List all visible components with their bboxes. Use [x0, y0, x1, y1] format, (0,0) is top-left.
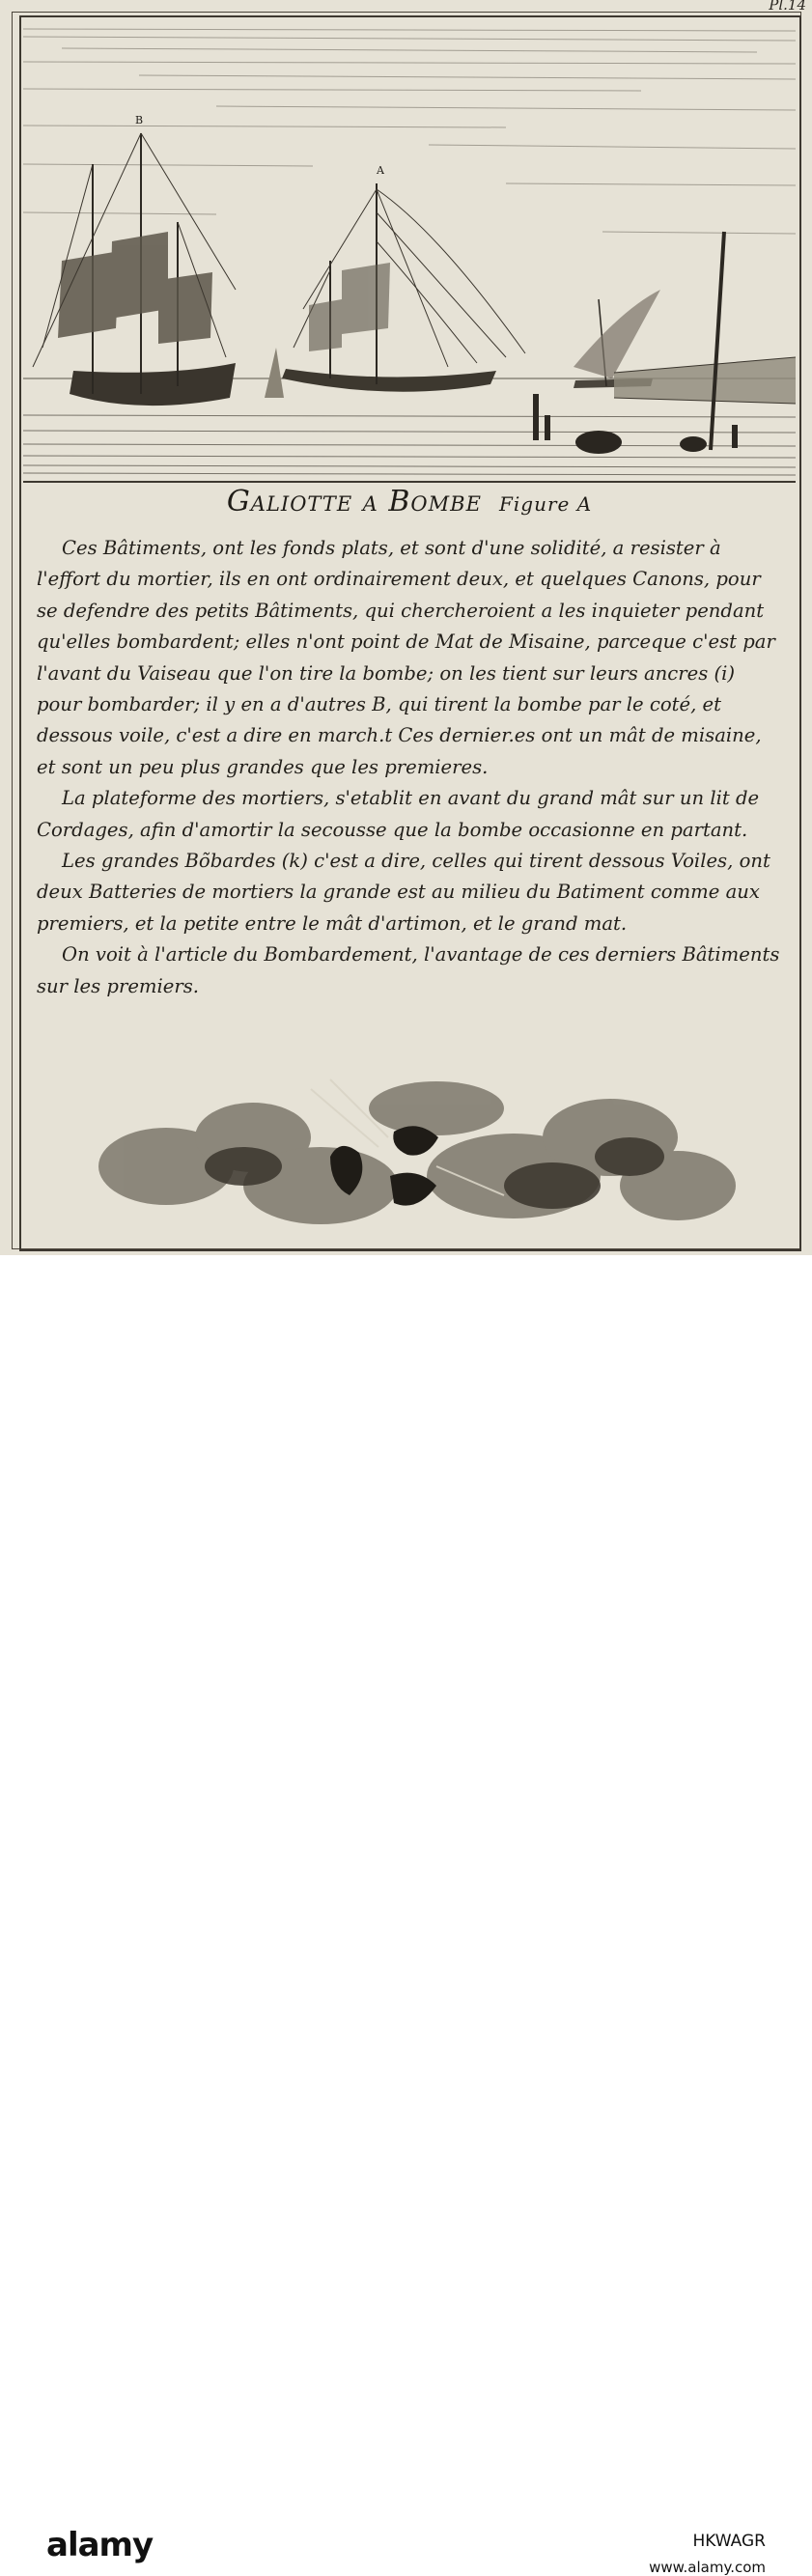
plate-number: Pl.14 [769, 0, 806, 14]
ships-engraving [23, 19, 796, 483]
title-main: Galiotte a Bombe [226, 485, 482, 518]
description-text [37, 533, 782, 1002]
image-id: HKWAGR [692, 2532, 766, 2551]
plate-sheet [0, 0, 812, 1255]
paragraph-2: La plateforme des mortiers, s'etablit en avant du grand mât sur un lit de Cordages, afin d'amortir la secousse que la bombe occasionne en partant. [37, 787, 760, 841]
ship-label-a: A [377, 164, 384, 177]
paragraph-3: Les grandes Bõbardes (k) c'est a dire, celles qui tirent dessous Voiles, ont deux Batteries de mortiers la grande est au milieu du Batiment comme aux premiers, et la petite entre le mât d'artimon, et le grand mat. [37, 850, 770, 935]
site-url: www.alamy.com [649, 2559, 766, 2576]
paragraph-4: On voit à l'article du Bombardement, l'avantage de ces derniers Bâtiments sur les premiers. [37, 943, 780, 997]
plate-title [23, 485, 796, 518]
bomb-smoke-vignette [89, 1070, 745, 1244]
title-figure: Figure A [499, 492, 593, 516]
paragraph-1: Ces Bâtiments, ont les fonds plats, et sont d'une solidité, a resister à l'effort du mortier, ils en ont ordinairement deux, et quelques Canons, pour se defendre des petits Bâtiments, qui chercheroient a les inquieter pendant qu'elles bombardent; elles n'ont point de Mat de Misaine, parceque c'est par l'avant du Vaiseau que l'on tire la bombe; on les tient sur leurs ancres (i) pour bombarder; il y en a d'autres B, qui tirent la bombe par le coté, et dessous voile, c'est a dire en march.t Ces dernier.es ont un mât de misaine, et sont un peu plus grandes que les premieres. [37, 537, 775, 778]
stock-footer [0, 1255, 812, 2576]
ship-label-b: B [135, 114, 144, 126]
alamy-logo: alamy [46, 2526, 154, 2564]
